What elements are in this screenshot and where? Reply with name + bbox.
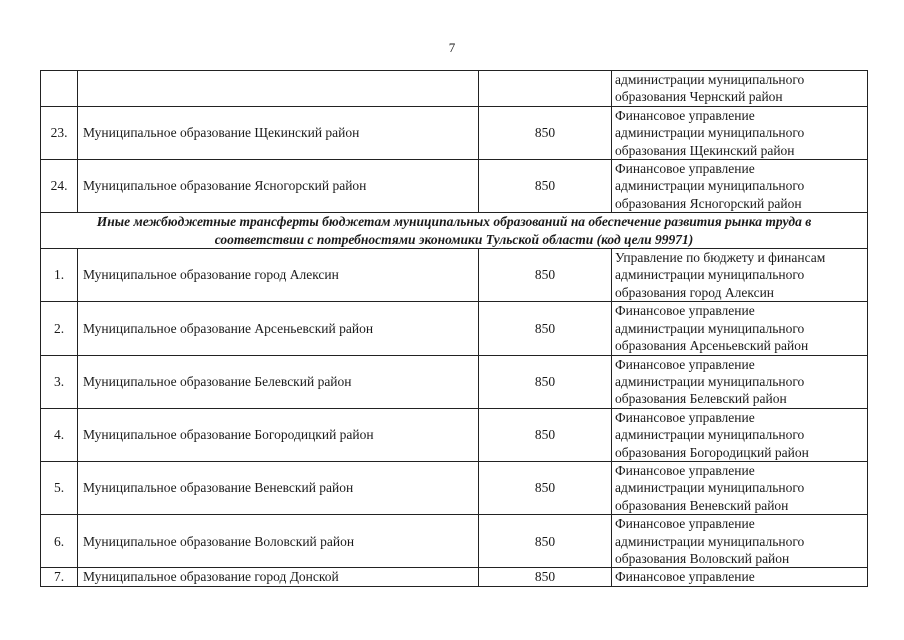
municipality-name: Муниципальное образование Веневский район: [78, 461, 479, 514]
administrator-line: Финансовое управление: [615, 569, 755, 585]
section-header-row: [41, 213, 868, 249]
budget-code: 850: [479, 515, 612, 568]
row-number: 7.: [41, 568, 78, 586]
administrator-line: администрации муниципального: [615, 72, 805, 87]
administrator-line: администрации муниципального: [615, 125, 805, 141]
row-number: [41, 71, 78, 107]
page-number: 7: [448, 40, 456, 55]
administrator-line: Финансовое управление: [615, 462, 755, 478]
administrator-line: образования город Алексин: [615, 284, 775, 300]
administrator-line: образования Чернский район: [615, 89, 783, 105]
administrator-line: администрации муниципального: [615, 480, 805, 496]
table-row: [41, 568, 868, 586]
administrator-line: администрации муниципального: [615, 267, 805, 283]
municipality-name: Муниципальное образование Ясногорский район: [78, 160, 479, 213]
row-number: 6.: [41, 515, 78, 568]
administrator: [612, 302, 868, 355]
administrator-line: образования Арсеньевский район: [615, 338, 809, 354]
municipality-name: Муниципальное образование Белевский район: [78, 355, 479, 408]
table-row: [41, 515, 868, 568]
section-title-line: Иные межбюджетные трансферты бюджетам муниципальных образований на обеспечение развития рынка труда в: [96, 214, 812, 230]
administrator-line: образования Богородицкий район: [615, 444, 809, 460]
administrator-line: администрации муниципального: [615, 427, 805, 443]
row-number: 2.: [41, 302, 78, 355]
administrator: [612, 408, 868, 461]
budget-code: 850: [479, 568, 612, 586]
table-row: [41, 355, 868, 408]
administrator-line: Финансовое управление: [615, 303, 755, 319]
administrator-line: администрации муниципального: [615, 533, 805, 549]
administrator: [612, 568, 868, 586]
administrator: [612, 249, 868, 302]
administrator-line: Финансовое управление: [615, 409, 755, 425]
table-row: [41, 302, 868, 355]
administrator-line: администрации муниципального: [615, 320, 805, 336]
administrator-line: Финансовое управление: [615, 161, 755, 177]
municipality-name: Муниципальное образование город Алексин: [78, 249, 479, 302]
municipality-name: Муниципальное образование Воловский район: [78, 515, 479, 568]
administrator-line: Финансовое управление: [615, 107, 755, 123]
budget-code: [479, 71, 612, 107]
administrator-line: образования Белевский район: [615, 391, 787, 407]
budget-code: 850: [479, 408, 612, 461]
municipality-name: [78, 71, 479, 107]
administrator-line: Финансовое управление: [615, 356, 755, 372]
budget-code: 850: [479, 106, 612, 159]
budget-code: 850: [479, 355, 612, 408]
administrator-line: администрации муниципального: [615, 178, 805, 194]
table-row: [41, 160, 868, 213]
municipality-name: Муниципальное образование Щекинский район: [78, 106, 479, 159]
administrator-line: Финансовое управление: [615, 516, 755, 532]
administrator: [612, 355, 868, 408]
administrator-line: образования Щекинский район: [615, 142, 795, 158]
table-row: [41, 106, 868, 159]
administrator-line: Управление по бюджету и финансам: [615, 250, 826, 266]
administrator: [612, 515, 868, 568]
section-title-line: соответствии с потребностями экономики Тульской области (код цели 99971): [214, 231, 694, 247]
administrator: [612, 71, 868, 107]
municipality-name: Муниципальное образование Арсеньевский район: [78, 302, 479, 355]
municipality-name: Муниципальное образование город Донской: [78, 568, 479, 586]
table-row: [41, 408, 868, 461]
budget-code: 850: [479, 302, 612, 355]
budget-code: 850: [479, 249, 612, 302]
budget-code: 850: [479, 160, 612, 213]
administrator: [612, 461, 868, 514]
row-number: 4.: [41, 408, 78, 461]
row-number: 24.: [41, 160, 78, 213]
row-number: 5.: [41, 461, 78, 514]
municipality-name: Муниципальное образование Богородицкий район: [78, 408, 479, 461]
section-header: [41, 213, 868, 249]
transfers-table: [40, 70, 868, 587]
row-number: 1.: [41, 249, 78, 302]
budget-code: 850: [479, 461, 612, 514]
administrator-line: образования Воловский район: [615, 550, 790, 566]
administrator-line: образования Ясногорский район: [615, 195, 802, 211]
row-number: 3.: [41, 355, 78, 408]
table-row: [41, 249, 868, 302]
row-number: 23.: [41, 106, 78, 159]
table-row: [41, 71, 868, 107]
administrator: [612, 160, 868, 213]
administrator-line: образования Веневский район: [615, 497, 789, 513]
table-row: [41, 461, 868, 514]
administrator: [612, 106, 868, 159]
administrator-line: администрации муниципального: [615, 373, 805, 389]
